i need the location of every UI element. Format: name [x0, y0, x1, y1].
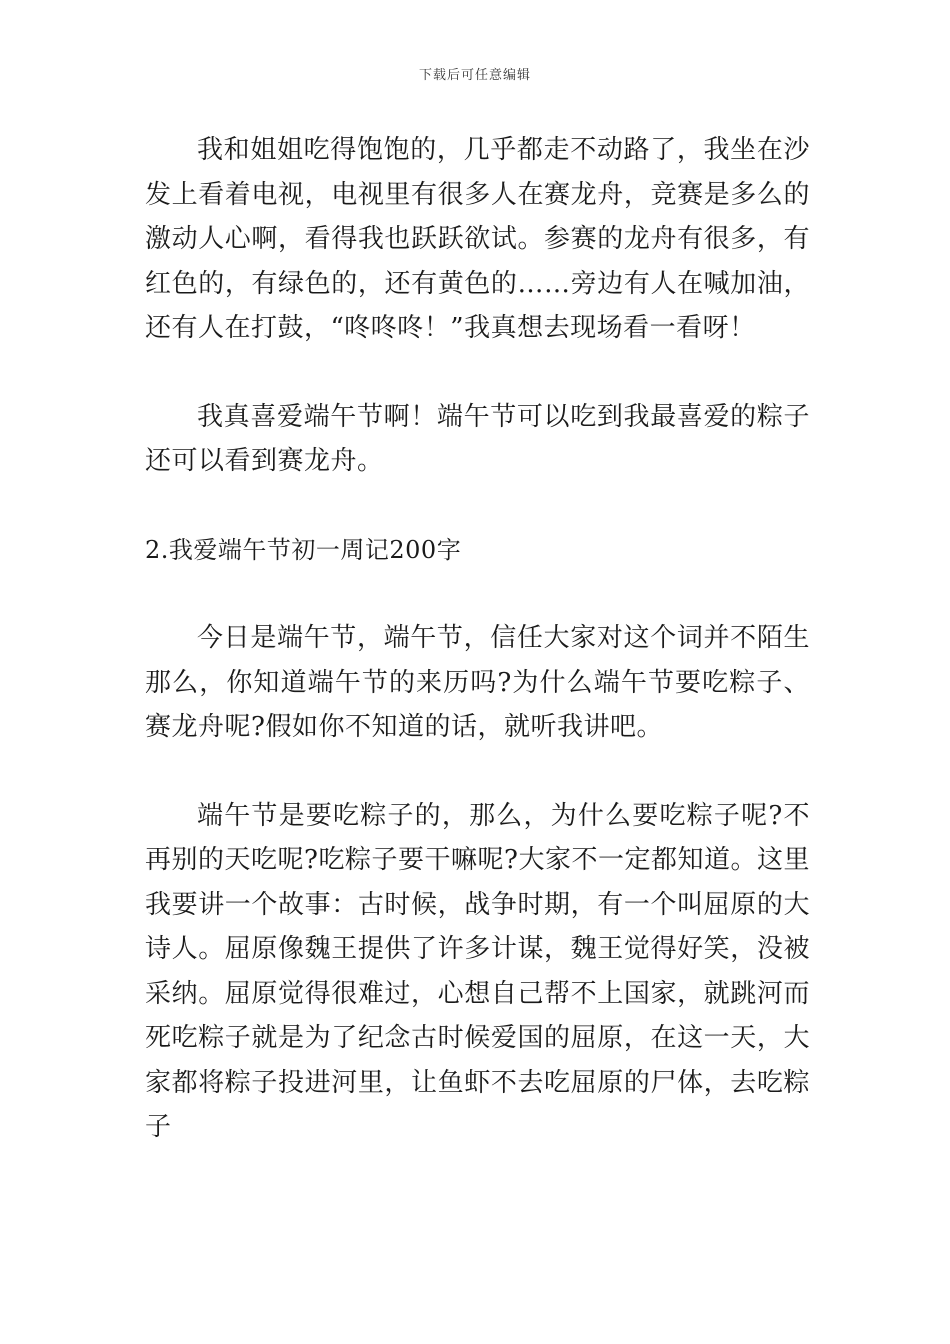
section-heading: 2.我爱端午节初一周记200字	[145, 535, 462, 564]
document-body	[145, 128, 810, 1150]
page-header: 下载后可任意编辑	[418, 68, 531, 83]
paragraph-qu-yuan-story: 端午节是要吃粽子的，那么，为什么要吃粽子呢?不再别的天吃呢?吃粽子要干嘛呢?大家不一定都知道。这里我要讲一个故事：古时候，战争时期，有一个叫屈原的大诗人。屈原像魏王提供了许多计谋，魏王觉得好笑，没被采纳。屈原觉得很难过，心想自己帮不上国家，就跳河而死吃粽子就是为了纪念古时候爱国的屈原，在这一天，大家都将粽子投进河里，让鱼虾不去吃屈原的尸体，去吃粽子	[145, 800, 810, 1142]
paragraph-gap	[145, 750, 810, 794]
paragraph-gap	[145, 351, 810, 395]
paragraph-festival-intro: 今日是端午节，端午节，信任大家对这个词并不陌生那么，你知道端午节的来历吗?为什么端午节要吃粽子、赛龙舟呢?假如你不知道的话，就听我讲吧。	[145, 623, 810, 742]
paragraph-dinner-dragon-boat: 我和姐姐吃得饱饱的，几乎都走不动路了，我坐在沙发上看着电视，电视里有很多人在赛龙舟，竞赛是多么的激动人心啊，看得我也跃跃欲试。参赛的龙舟有很多，有红色的，有绿色的，还有黄色的……旁边有人在喊加油，还有人在打鼓，“咚咚咚！”我真想去现场看一看呀！	[145, 135, 810, 343]
paragraph-love-festival: 我真喜爱端午节啊！端午节可以吃到我最喜爱的粽子还可以看到赛龙舟。	[145, 401, 810, 476]
paragraph-gap	[145, 572, 810, 616]
paragraph-gap	[145, 484, 810, 528]
